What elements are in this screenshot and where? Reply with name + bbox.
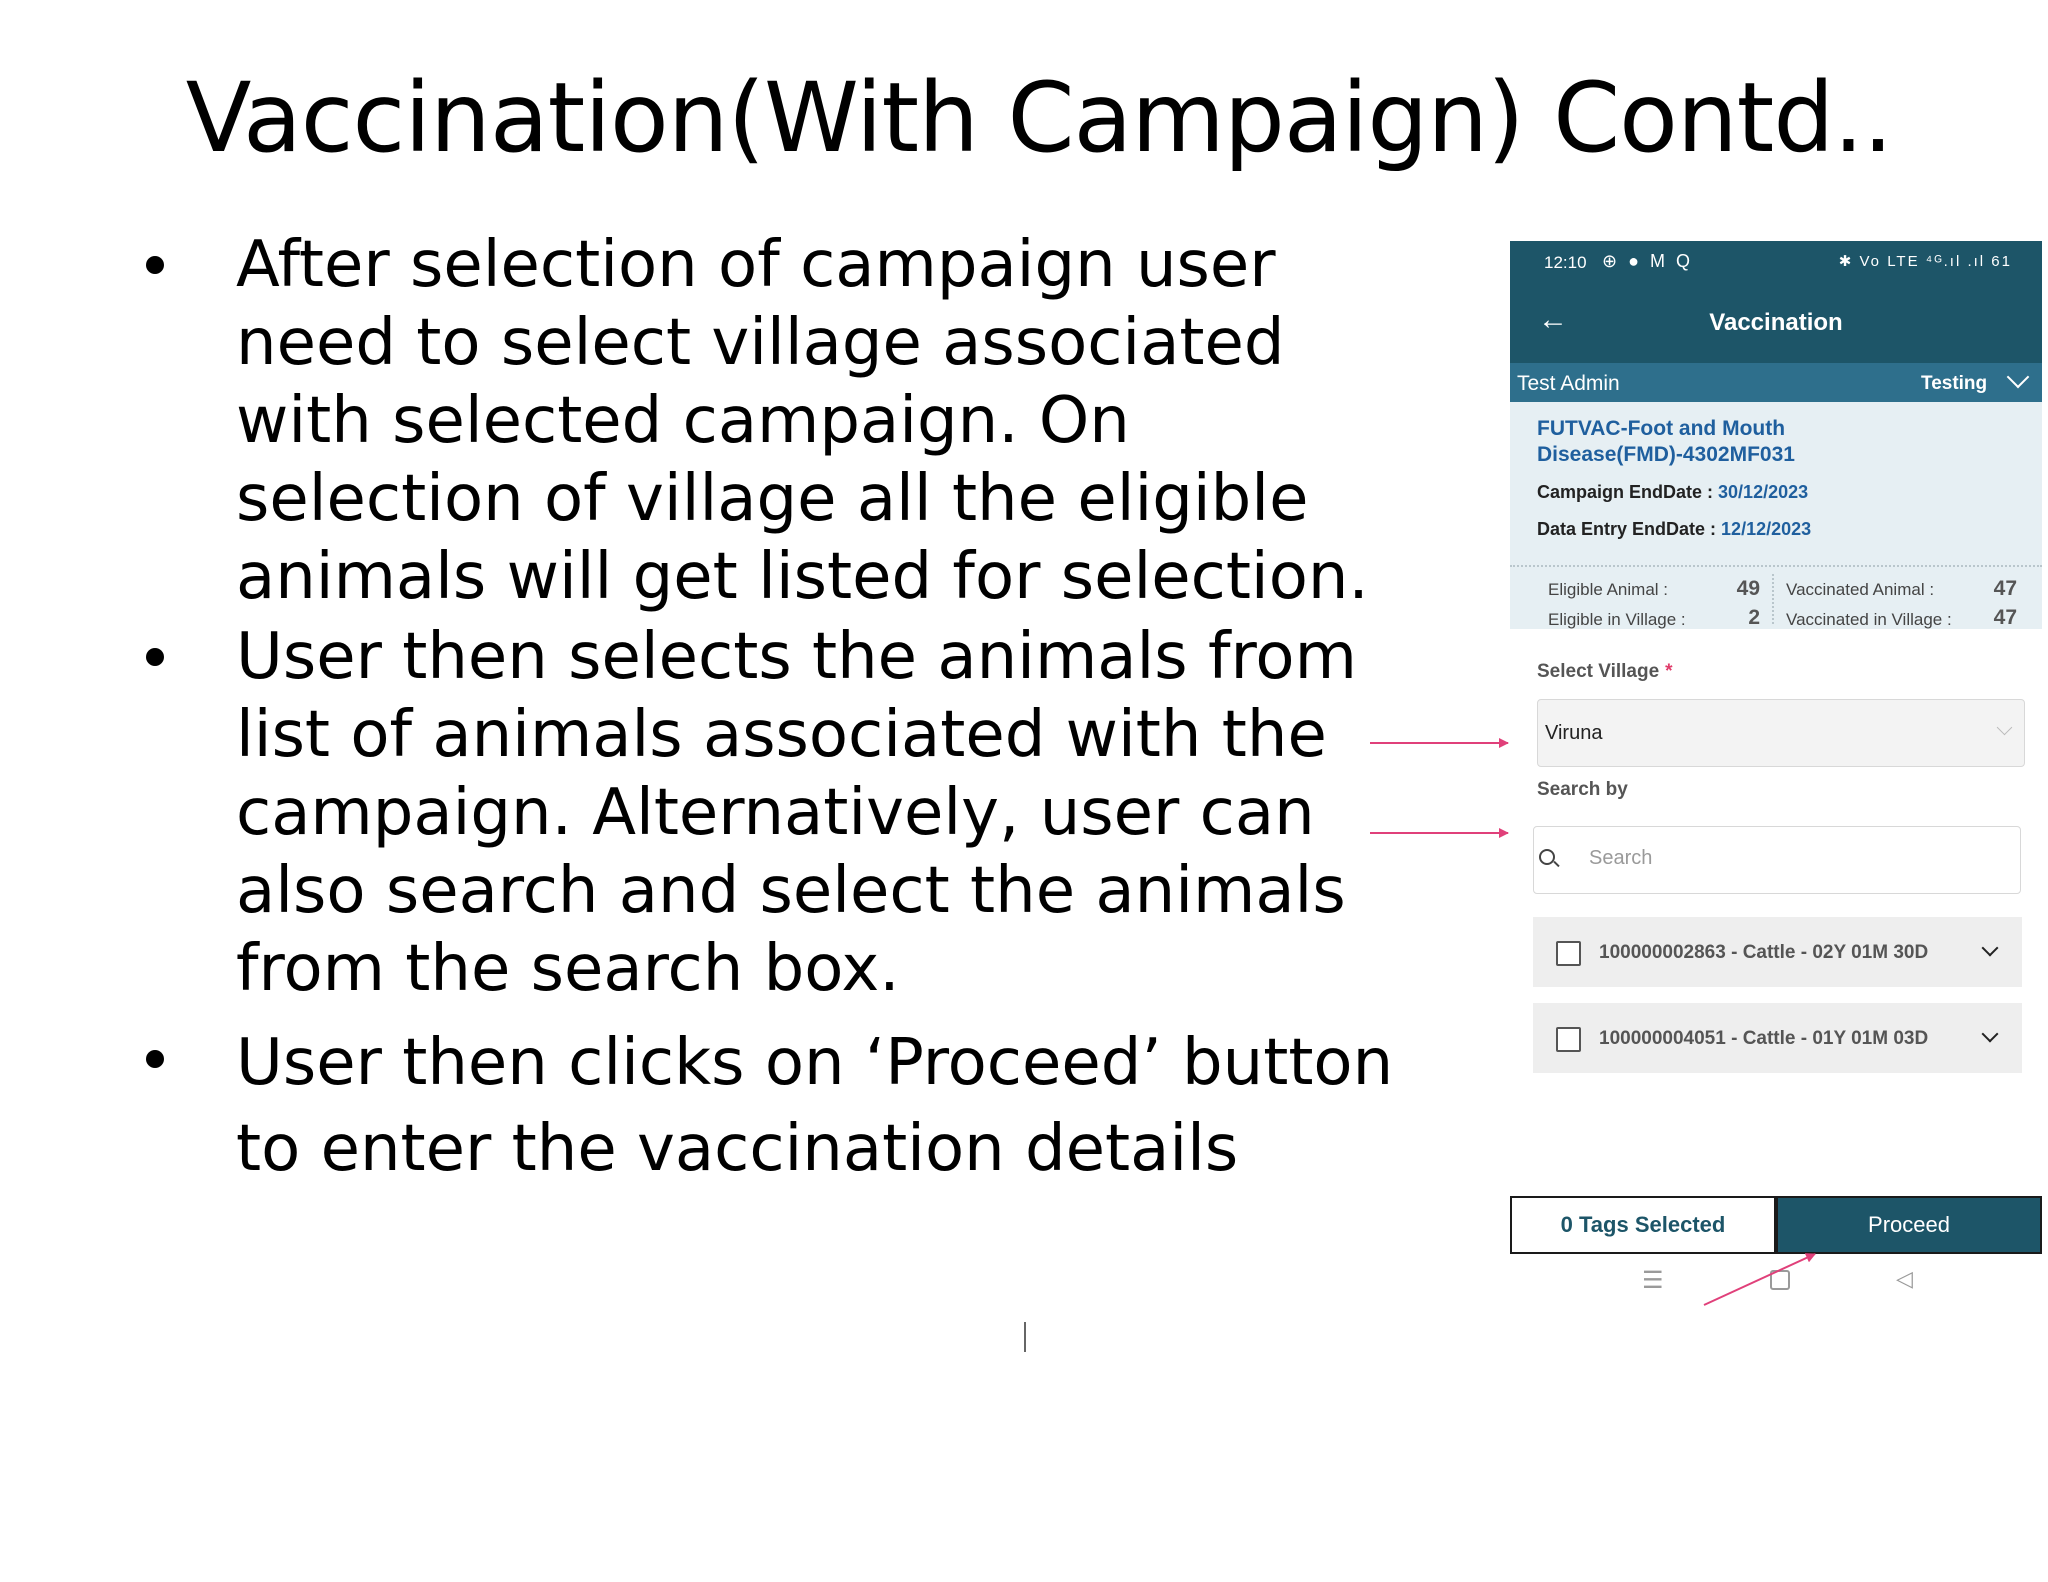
select-village-label [1537, 661, 1673, 683]
app-bar [1510, 285, 2042, 363]
search-box[interactable] [1533, 826, 2021, 894]
bullet-text: User then selects the animals from list of animals associated with the campaign. Alternatively, user can also search and select the animals from the search box. [236, 620, 1357, 1006]
chevron-down-icon[interactable] [1982, 1026, 1999, 1043]
bullet-text: User then clicks on ‘Proceed’ button to enter the vaccination details [236, 1026, 1394, 1186]
bullet-dot-icon [146, 256, 164, 274]
vaccinated-animal-label: Vaccinated Animal : [1786, 580, 1935, 599]
animal-checkbox[interactable] [1556, 941, 1581, 966]
signal-battery-icons: ✱ Vo LTE ⁴ᴳ.ıl .ıl 61 [1838, 253, 2012, 270]
required-mark: * [1665, 661, 1673, 682]
data-entry-end-date [1537, 519, 1811, 540]
animal-list-item[interactable] [1533, 1003, 2022, 1073]
system-nav-bar [1510, 1266, 2042, 1296]
eligible-village-value: 2 [1748, 606, 1760, 629]
chevron-down-icon[interactable] [2007, 366, 2030, 389]
campaign-end-date-value: 30/12/2023 [1718, 482, 1809, 502]
animal-checkbox[interactable] [1556, 1027, 1581, 1052]
slide-title: Vaccination(With Campaign) Contd.. [185, 62, 1893, 174]
text-cursor [1024, 1322, 1026, 1352]
stats-divider [1510, 565, 2042, 567]
eligible-village-label: Eligible in Village : [1548, 610, 1686, 629]
notification-icons: ⊕ ● M Q [1602, 251, 1693, 271]
animal-label: 100000002863 - Cattle - 02Y 01M 30D [1599, 942, 1929, 963]
search-input[interactable] [1589, 847, 1989, 870]
select-village-label-text: Select Village [1537, 661, 1660, 682]
stats-column-divider [1772, 574, 1774, 624]
vaccinated-village-label: Vaccinated in Village : [1786, 610, 1952, 629]
campaign-end-date [1537, 482, 1808, 503]
search-by-label: Search by [1537, 779, 1628, 800]
chevron-down-icon [1997, 720, 2013, 736]
bullet-dot-icon [146, 648, 164, 666]
back-triangle-icon[interactable]: ◁ [1896, 1266, 1913, 1291]
data-entry-end-date-value: 12/12/2023 [1721, 519, 1812, 539]
user-name: Test Admin [1517, 372, 1620, 395]
bullet-dot-icon [146, 1050, 164, 1068]
data-entry-end-date-label: Data Entry EndDate : [1537, 519, 1722, 539]
animal-label: 100000004051 - Cattle - 01Y 01M 03D [1599, 1028, 1929, 1049]
proceed-button[interactable]: Proceed [1776, 1196, 2042, 1254]
recents-icon[interactable]: ☰ [1642, 1267, 1664, 1294]
chevron-down-icon[interactable] [1982, 940, 1999, 957]
campaign-end-date-label: Campaign EndDate : [1537, 482, 1719, 502]
status-time: 12:10 [1544, 253, 1587, 272]
bullet-text: After selection of campaign user need to select village associated with selected campaign. On selection of village all the eligible animals will get listed for selection. [236, 228, 1369, 614]
user-bar [1510, 363, 2042, 402]
home-icon[interactable] [1770, 1270, 1790, 1290]
village-selected-value: Viruna [1545, 722, 1603, 744]
vaccinated-village-value: 47 [1993, 606, 2017, 629]
animal-list-item[interactable] [1533, 917, 2022, 987]
tags-selected-button[interactable]: 0 Tags Selected [1510, 1196, 1776, 1254]
vaccinated-animal-value: 47 [1993, 577, 2017, 600]
village-select[interactable] [1537, 699, 2025, 767]
eligible-animal-value: 49 [1736, 577, 1760, 600]
footer-buttons [1510, 1196, 2042, 1256]
screen-title: Vaccination [1709, 309, 1843, 336]
environment-dropdown[interactable]: Testing [1921, 373, 1988, 394]
eligible-animal-label: Eligible Animal : [1548, 580, 1669, 599]
arrow-left-icon[interactable]: ← [1538, 303, 1568, 336]
phone-screenshot [1510, 241, 2042, 1301]
campaign-name: FUTVAC-Foot and Mouth Disease(FMD)-4302MF031 [1537, 417, 1795, 466]
campaign-card [1510, 402, 2042, 629]
status-bar [1510, 241, 2042, 285]
search-icon [1539, 849, 1555, 865]
